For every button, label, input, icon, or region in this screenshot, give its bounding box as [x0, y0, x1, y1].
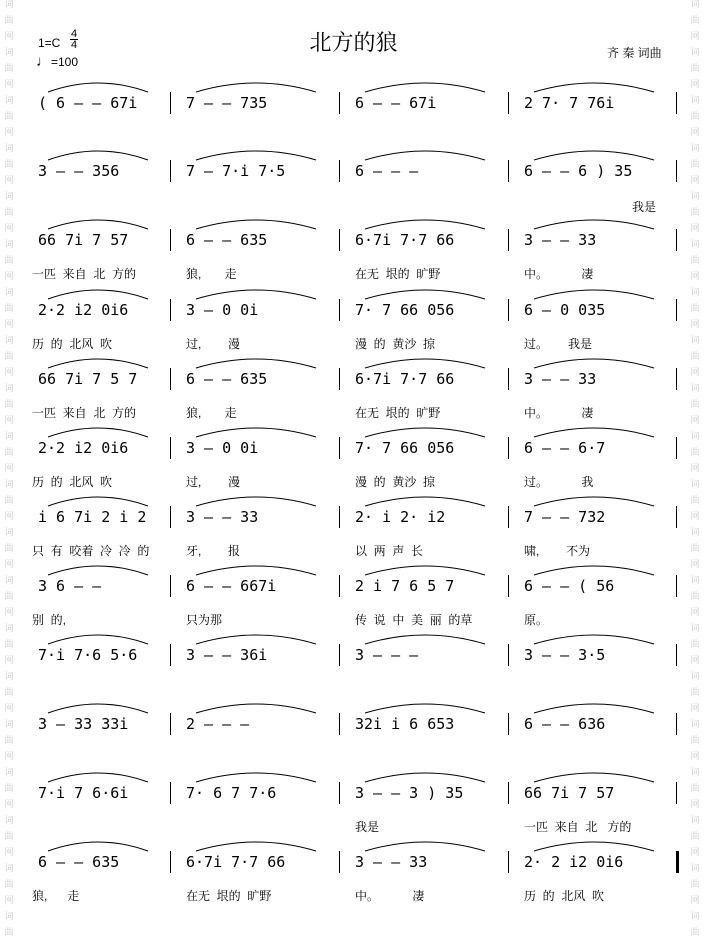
slur-arc	[534, 220, 654, 229]
watermark-char: 网	[4, 319, 14, 329]
watermark-char: 网	[4, 463, 14, 473]
watermark-char: 网	[4, 175, 14, 185]
measure-notation: 2· i 2· i2	[355, 508, 446, 526]
watermark-char: 词	[4, 671, 14, 681]
lyric-line: 漫 的 黄沙 掠	[355, 475, 436, 489]
score-system	[0, 782, 707, 842]
slur-arc	[196, 566, 316, 575]
watermark-char: 曲	[4, 639, 14, 649]
watermark-char: 曲	[4, 879, 14, 889]
watermark-char: 网	[690, 895, 700, 905]
measure-notation: 3 – – 33	[524, 370, 597, 388]
watermark-char: 曲	[690, 879, 700, 889]
measure-notation: 6 – – ( 56	[524, 577, 615, 595]
watermark-char: 词	[4, 623, 14, 633]
watermark-char: 曲	[690, 159, 700, 169]
measure-notation: 7· 7 66 056	[355, 439, 455, 457]
lyric-line: 别 的,	[32, 613, 67, 627]
watermark-char: 词	[690, 479, 700, 489]
watermark-char: 曲	[690, 303, 700, 313]
lyric-line: 狼, 走	[186, 267, 237, 281]
slur-arc	[534, 704, 654, 713]
lyric-line: 过。 我是	[524, 337, 593, 351]
measure-notation: 3 – 0 0i	[186, 301, 259, 319]
measure-notation: 3 – – 33	[186, 508, 259, 526]
lyric-line: 传 说 中 美 丽 的草	[355, 613, 473, 627]
watermark-char: 网	[690, 223, 700, 233]
measure-notation: 6 – – 636	[524, 715, 606, 733]
watermark-char: 词	[690, 671, 700, 681]
measure-notation: 7 – – 735	[186, 94, 268, 112]
watermark-char: 词	[690, 815, 700, 825]
measure-notation: 2 7· 7 76i	[524, 94, 615, 112]
measure-notation: 3 – – 33	[524, 231, 597, 249]
score-system	[0, 575, 707, 635]
lyric-line: 一匹 来自 北 方的	[32, 406, 137, 420]
watermark-char: 词	[690, 383, 700, 393]
measure-notation: 3 6 – –	[38, 577, 102, 595]
score-system	[0, 644, 707, 704]
slur-arc	[48, 842, 148, 851]
slur-arc	[196, 359, 316, 368]
measure-notation: 32i i 6 653	[355, 715, 455, 733]
measure-notation: 3 – – 33	[355, 853, 428, 871]
measure-notation: 6·7i 7·7 66	[186, 853, 286, 871]
score-system	[0, 160, 707, 220]
watermark-char: 词	[690, 191, 700, 201]
watermark-char: 曲	[690, 927, 700, 937]
watermark-char: 词	[690, 335, 700, 345]
watermark-char: 曲	[690, 111, 700, 121]
watermark-char: 网	[690, 463, 700, 473]
watermark-char: 词	[4, 143, 14, 153]
watermark-char: 词	[4, 287, 14, 297]
lyric-line: 狼, 走	[186, 406, 237, 420]
watermark-char: 词	[690, 0, 700, 9]
watermark-char: 曲	[4, 495, 14, 505]
score-system	[0, 368, 707, 428]
measure-notation: 7 – 7·i 7·5	[186, 162, 286, 180]
watermark-char: 网	[4, 79, 14, 89]
slur-arc	[365, 220, 485, 229]
lyric-line: 漫 的 黄沙 掠	[355, 337, 436, 351]
watermark-char: 曲	[4, 687, 14, 697]
watermark-char: 网	[690, 559, 700, 569]
score-system	[0, 299, 707, 359]
watermark-char: 曲	[690, 63, 700, 73]
watermark-char: 词	[690, 623, 700, 633]
watermark-char: 网	[690, 799, 700, 809]
measure-notation: 6·7i 7·7 66	[355, 231, 455, 249]
watermark-char: 曲	[690, 207, 700, 217]
lyric-line: 一匹 来自 北 方的	[32, 267, 137, 281]
watermark-char: 曲	[690, 735, 700, 745]
watermark-char: 网	[4, 703, 14, 713]
watermark-char: 曲	[690, 351, 700, 361]
watermark-char: 词	[4, 95, 14, 105]
watermark-char: 网	[690, 847, 700, 857]
watermark-char: 词	[690, 575, 700, 585]
measure-notation: 66 7i 7 5 7	[38, 370, 138, 388]
slur-arc	[534, 842, 654, 851]
watermark-char: 词	[690, 47, 700, 57]
measure-notation: 3 – – 3 ) 35	[355, 784, 464, 802]
slur-arc	[196, 704, 316, 713]
watermark-char: 词	[4, 383, 14, 393]
measure-notation: 3 – 33 33i	[38, 715, 129, 733]
slur-arc	[365, 773, 485, 782]
slur-arc	[365, 497, 485, 506]
watermark-char: 网	[690, 175, 700, 185]
watermark-char: 词	[4, 191, 14, 201]
watermark-char: 曲	[4, 735, 14, 745]
measure-notation: 7· 6 7 7·6	[186, 784, 277, 802]
watermark-char: 网	[4, 223, 14, 233]
score-system	[0, 851, 707, 911]
watermark-char: 曲	[690, 495, 700, 505]
measure-notation: 3 – – 356	[38, 162, 120, 180]
measure-notation: 66 7i 7 57	[524, 784, 615, 802]
watermark-char: 词	[690, 143, 700, 153]
watermark-char: 词	[690, 863, 700, 873]
watermark-char: 网	[690, 751, 700, 761]
watermark-char: 网	[690, 415, 700, 425]
lyric-line: 只为那	[186, 613, 223, 627]
watermark-char: 曲	[4, 351, 14, 361]
lyric-line: 以 两 声 长	[355, 544, 424, 558]
watermark-char: 网	[4, 415, 14, 425]
lyric-line: 啸, 不为	[524, 544, 591, 558]
watermark-char: 词	[4, 527, 14, 537]
watermark-char: 网	[4, 799, 14, 809]
slur-arc	[365, 842, 485, 851]
measure-notation: 6·7i 7·7 66	[355, 370, 455, 388]
tempo-mark	[36, 53, 78, 70]
score-system	[0, 437, 707, 497]
watermark-char: 曲	[690, 255, 700, 265]
slur-arc	[48, 704, 148, 713]
watermark-char: 曲	[4, 303, 14, 313]
lyric-line: 过。 我	[524, 475, 594, 489]
slur-arc	[534, 566, 654, 575]
watermark-char: 曲	[4, 591, 14, 601]
watermark-char: 网	[690, 703, 700, 713]
slur-arc	[196, 428, 316, 437]
slur-arc	[534, 290, 654, 299]
slur-arc	[48, 151, 148, 160]
watermark-char: 曲	[4, 159, 14, 169]
slur-arc	[534, 635, 654, 644]
measure-notation: 6 – – 635	[38, 853, 120, 871]
song-title: 北方的狼	[309, 30, 398, 55]
watermark-char: 曲	[690, 15, 700, 25]
watermark-char: 曲	[4, 15, 14, 25]
measure-notation: 7·i 7·6 5·6	[38, 646, 138, 664]
watermark-char: 曲	[4, 447, 14, 457]
measure-notation: 6 – – 6·7	[524, 439, 606, 457]
watermark-char: 曲	[4, 831, 14, 841]
slur-arc	[365, 704, 485, 713]
watermark-char: 曲	[690, 639, 700, 649]
watermark-char: 曲	[4, 255, 14, 265]
lyric-line: 过, 漫	[186, 337, 241, 351]
watermark-char: 曲	[690, 783, 700, 793]
watermark-char: 词	[4, 767, 14, 777]
measure-notation: 3 – – –	[355, 646, 419, 664]
watermark-char: 曲	[4, 543, 14, 553]
watermark-char: 曲	[690, 591, 700, 601]
slur-arc	[196, 83, 316, 92]
watermark-char: 网	[690, 607, 700, 617]
lyric-line: 在无 垠的 旷野	[355, 267, 441, 281]
time-signature-top: 4	[70, 28, 78, 40]
slur-arc	[365, 566, 485, 575]
watermark-char: 词	[690, 767, 700, 777]
measure-notation: 66 7i 7 57	[38, 231, 129, 249]
watermark-char: 词	[690, 527, 700, 537]
lyric-line: 只 有 咬着 冷 冷 的	[32, 544, 150, 558]
watermark-char: 词	[4, 479, 14, 489]
watermark-char: 词	[4, 47, 14, 57]
watermark-char: 网	[4, 847, 14, 857]
tempo-value: =100	[51, 55, 79, 69]
time-signature	[70, 29, 78, 50]
watermark-char: 网	[690, 31, 700, 41]
slur-arc	[534, 83, 654, 92]
measure-notation: 2 – – –	[186, 715, 250, 733]
lyric-line: 我是	[355, 820, 380, 834]
slur-arc	[48, 566, 148, 575]
measure-notation: 3 – – 3·5	[524, 646, 606, 664]
lyric-line: 中。 凄	[355, 889, 425, 903]
watermark-char: 网	[4, 367, 14, 377]
lyric-line: 一匹 来自 北 方的	[524, 820, 632, 834]
slur-arc	[534, 151, 654, 160]
watermark-char: 曲	[690, 687, 700, 697]
slur-arc	[48, 83, 148, 92]
watermark-char: 网	[690, 655, 700, 665]
slur-arc	[196, 635, 316, 644]
slur-arc	[196, 497, 316, 506]
watermark-char: 网	[4, 607, 14, 617]
measure-notation: 6 – – –	[355, 162, 419, 180]
slur-arc	[365, 83, 485, 92]
watermark-char: 网	[690, 511, 700, 521]
measure-notation: 6 – – 635	[186, 370, 268, 388]
slur-arc	[365, 151, 485, 160]
score-system	[0, 229, 707, 289]
watermark-char: 网	[4, 751, 14, 761]
watermark-char: 词	[4, 431, 14, 441]
lyric-line: 历 的 北风 吹	[32, 475, 113, 489]
slur-arc	[48, 359, 148, 368]
slur-arc	[196, 773, 316, 782]
measure-notation: i 6 7i 2 i 2	[38, 508, 147, 526]
lyric-line: 在无 垠的 旷野	[186, 889, 272, 903]
measure-notation: 2· 2 i2 0i6	[524, 853, 624, 871]
watermark-char: 网	[4, 895, 14, 905]
score-system	[0, 713, 707, 773]
measure-notation: 7·i 7 6·6i	[38, 784, 129, 802]
measure-notation: 7 – – 732	[524, 508, 606, 526]
measure-notation: 7· 7 66 056	[355, 301, 455, 319]
lyric-pickup: 我是	[632, 200, 657, 214]
watermark-char: 网	[690, 319, 700, 329]
watermark-char: 网	[690, 271, 700, 281]
watermark-char: 曲	[4, 783, 14, 793]
watermark-char: 曲	[4, 207, 14, 217]
lyric-line: 牙, 报	[186, 544, 241, 558]
lyric-line: 过, 漫	[186, 475, 241, 489]
watermark-char: 词	[4, 815, 14, 825]
watermark-char: 曲	[4, 927, 14, 937]
measure-notation: 3 – 0 0i	[186, 439, 259, 457]
slur-arc	[48, 635, 148, 644]
measure-notation: 2·2 i2 0i6	[38, 301, 129, 319]
slur-arc	[534, 773, 654, 782]
watermark-char: 词	[690, 431, 700, 441]
watermark-char: 词	[4, 0, 14, 9]
watermark-char: 网	[4, 31, 14, 41]
slur-arc	[365, 359, 485, 368]
slur-arc	[196, 842, 316, 851]
slur-arc	[48, 220, 148, 229]
watermark-char: 词	[4, 863, 14, 873]
lyric-line: 在无 垠的 旷野	[355, 406, 441, 420]
measure-notation: 6 – – 6 ) 35	[524, 162, 633, 180]
score-system	[0, 506, 707, 566]
watermark-char: 网	[4, 559, 14, 569]
measure-notation: 6 – – 667i	[186, 577, 277, 595]
watermark-char: 词	[4, 575, 14, 585]
lyric-line: 中。 凄	[524, 406, 594, 420]
watermark-char: 词	[690, 719, 700, 729]
watermark-char: 曲	[4, 63, 14, 73]
score-system	[0, 92, 707, 152]
watermark-char: 词	[690, 239, 700, 249]
watermark-char: 网	[4, 271, 14, 281]
watermark-char: 网	[690, 79, 700, 89]
lyric-line: 历 的 北风 吹	[524, 889, 605, 903]
slur-arc	[534, 497, 654, 506]
composer-credit: 齐 秦 词曲	[607, 46, 662, 60]
watermark-char: 曲	[690, 447, 700, 457]
watermark-char: 曲	[4, 399, 14, 409]
watermark-char: 词	[4, 911, 14, 921]
watermark-char: 词	[4, 335, 14, 345]
key-signature: 1=C	[38, 36, 61, 50]
watermark-char: 网	[4, 127, 14, 137]
measure-notation: ( 6 – – 67i	[38, 94, 138, 112]
watermark-char: 网	[690, 127, 700, 137]
watermark-char: 词	[4, 239, 14, 249]
lyric-line: 历 的 北风 吹	[32, 337, 113, 351]
lyric-line: 原。	[524, 613, 549, 627]
slur-arc	[365, 290, 485, 299]
measure-notation: 6 – – 67i	[355, 94, 437, 112]
watermark-char: 词	[4, 719, 14, 729]
watermark-char: 词	[690, 287, 700, 297]
measure-notation: 2·2 i2 0i6	[38, 439, 129, 457]
slur-arc	[48, 773, 148, 782]
watermark-char: 网	[4, 655, 14, 665]
measure-notation: 3 – – 36i	[186, 646, 268, 664]
slur-arc	[534, 359, 654, 368]
time-signature-bottom: 4	[70, 39, 78, 51]
watermark-char: 曲	[690, 543, 700, 553]
watermark-char: 网	[690, 367, 700, 377]
measure-notation: 6 – – 635	[186, 231, 268, 249]
watermark-char: 曲	[690, 399, 700, 409]
lyric-line: 中。 凄	[524, 267, 594, 281]
measure-notation: 2 i 7 6 5 7	[355, 577, 455, 595]
slur-arc	[196, 290, 316, 299]
slur-arc	[196, 151, 316, 160]
watermark-char: 曲	[4, 111, 14, 121]
lyric-line: 狼, 走	[32, 889, 80, 903]
quarter-note-icon: ♩	[36, 53, 51, 70]
measure-notation: 6 – 0 035	[524, 301, 606, 319]
watermark-char: 词	[690, 911, 700, 921]
slur-arc	[196, 220, 316, 229]
slur-arc	[534, 428, 654, 437]
slur-arc	[48, 290, 148, 299]
slur-arc	[365, 635, 485, 644]
slur-arc	[48, 428, 148, 437]
watermark-char: 曲	[690, 831, 700, 841]
watermark-char: 词	[690, 95, 700, 105]
slur-arc	[48, 497, 148, 506]
watermark-char: 网	[4, 511, 14, 521]
slur-arc	[365, 428, 485, 437]
